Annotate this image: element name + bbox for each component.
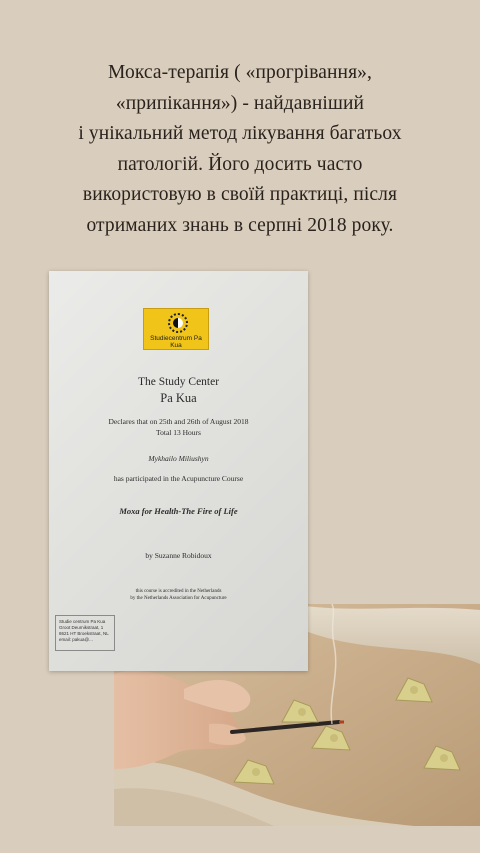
cert-line: has participated in the Acupuncture Course [113, 474, 244, 483]
cert-course-title: Moxa for Health-The Fire of Life [119, 506, 238, 516]
intro-line: отриманих знань в серпні 2018 року. [86, 214, 394, 236]
yin-yang-icon [168, 313, 188, 333]
intro-line: використовую в своїй практиці, після [82, 184, 398, 205]
intro-line: Мокса-терапія ( «прогрівання», [108, 62, 372, 83]
cert-author: by Suzanne Robidoux [145, 551, 212, 560]
cert-stamp [55, 615, 115, 651]
cert-accreditation: by the Netherlands Association for Acupuncture [130, 596, 227, 601]
certificate-photo [49, 271, 308, 671]
cert-recipient-name: Mykhailo Miliushyn [148, 454, 209, 463]
pakua-logo [143, 308, 209, 350]
intro-line: патологій. Його досить часто [117, 153, 363, 175]
cert-accreditation: this course is accredited in the Netherlands [135, 589, 222, 594]
cert-line: The Study Center [137, 376, 220, 388]
cert-line: Total 13 Hours [156, 428, 201, 437]
stamp-line: Studie centrum Pa Kua [59, 619, 106, 624]
stamp-line: email: pakua@... [59, 637, 93, 642]
cert-line: Declares that on 25th and 26th of August 2018 [108, 417, 249, 426]
logo-text: Studiecentrum Pa Kua [150, 335, 202, 349]
cert-line: Pa Kua [160, 391, 197, 405]
stamp-line: 8621 HT Broekstraat, NL [59, 631, 109, 636]
intro-line: і унікальний метод лікування багатьох [78, 123, 402, 144]
intro-line: «припікання») - найдавніший [115, 92, 365, 114]
stamp-line: Groot Deurnikstraat, 1 [59, 625, 104, 630]
intro-text [22, 58, 458, 241]
